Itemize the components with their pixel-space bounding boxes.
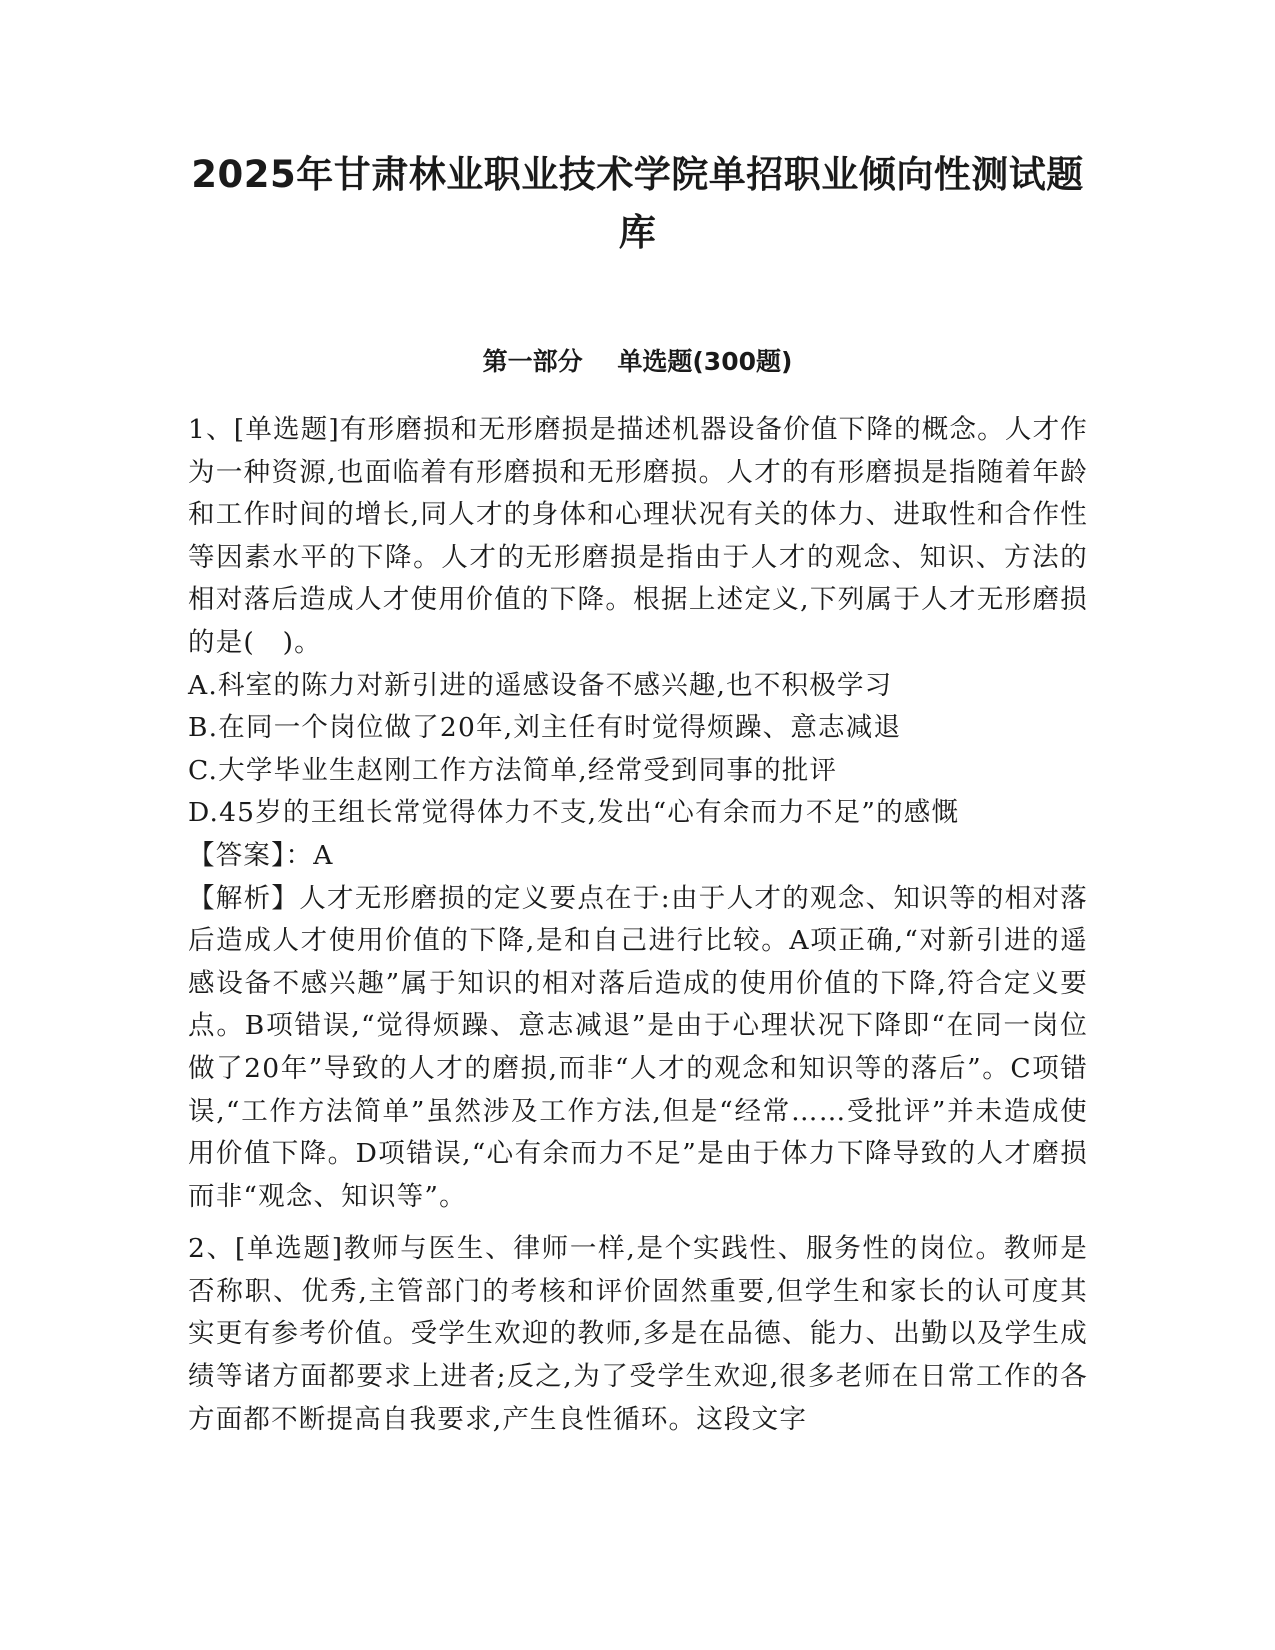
answer-line: 【答案】：A: [188, 839, 334, 871]
option-b: B.在同一个岗位做了20年,刘主任有时觉得烦躁、意志减退: [188, 712, 902, 744]
question-list: [188, 409, 1088, 1451]
question-stem: 2、[单选题]教师与医生、律师一样,是个实践性、服务性的岗位。教师是否称职、优秀,主管部门的考核和评价固然重要,但学生和家长的认可度其实更有参考价值。受学生欢迎的教师,多是在品德、能力、出勤以及学生成绩等诸方面都要求上进者;反之,为了受学生欢迎,很多老师在日常工作的各方面都不断提高自我要求,产生良性循环。这段文字: [188, 1233, 1088, 1435]
option-c: C.大学毕业生赵刚工作方法简单,经常受到同事的批评: [188, 754, 838, 786]
question-2: [188, 1228, 1088, 1441]
question-1: [188, 409, 1088, 1218]
section-heading: 第一部分 单选题(300题): [482, 347, 793, 376]
question-stem: 1、[单选题]有形磨损和无形磨损是描述机器设备价值下降的概念。人才作为一种资源,也面临着有形磨损和无形磨损。人才的有形磨损是指随着年龄和工作时间的增长,同人才的身体和心理状况有关的体力、进取性和合作性等因素水平的下降。人才的无形磨损是指由于人才的观念、知识、方法的相对落后造成人才使用价值的下降。根据上述定义,下列属于人才无形磨损的是( )。: [188, 414, 1088, 658]
option-d: D.45岁的王组长常觉得体力不支,发出“心有余而力不足”的感慨: [188, 797, 960, 829]
document-title: [180, 146, 1095, 262]
document-title-line-2: 库: [618, 211, 657, 254]
document-title-line-1: 2025年甘肃林业职业技术学院单招职业倾向性测试题: [191, 153, 1084, 196]
analysis-paragraph: 【解析】人才无形磨损的定义要点在于:由于人才的观念、知识等的相对落后造成人才使用价值的下降,是和自己进行比较。A项正确,“对新引进的遥感设备不感兴趣”属于知识的相对落后造成的使用价值的下降,符合定义要点。B项错误,“觉得烦躁、意志减退”是由于心理状况下降即“在同一岗位做了20年”导致的人才的磨损,而非“人才的观念和知识等的落后”。C项错误,“工作方法简单”虽然涉及工作方法,但是“经常……受批评”并未造成使用价值下降。D项错误,“心有余而力不足”是由于体力下降导致的人才磨损而非“观念、知识等”。: [188, 882, 1088, 1212]
option-a: A.科室的陈力对新引进的遥感设备不感兴趣,也不积极学习: [188, 669, 893, 701]
